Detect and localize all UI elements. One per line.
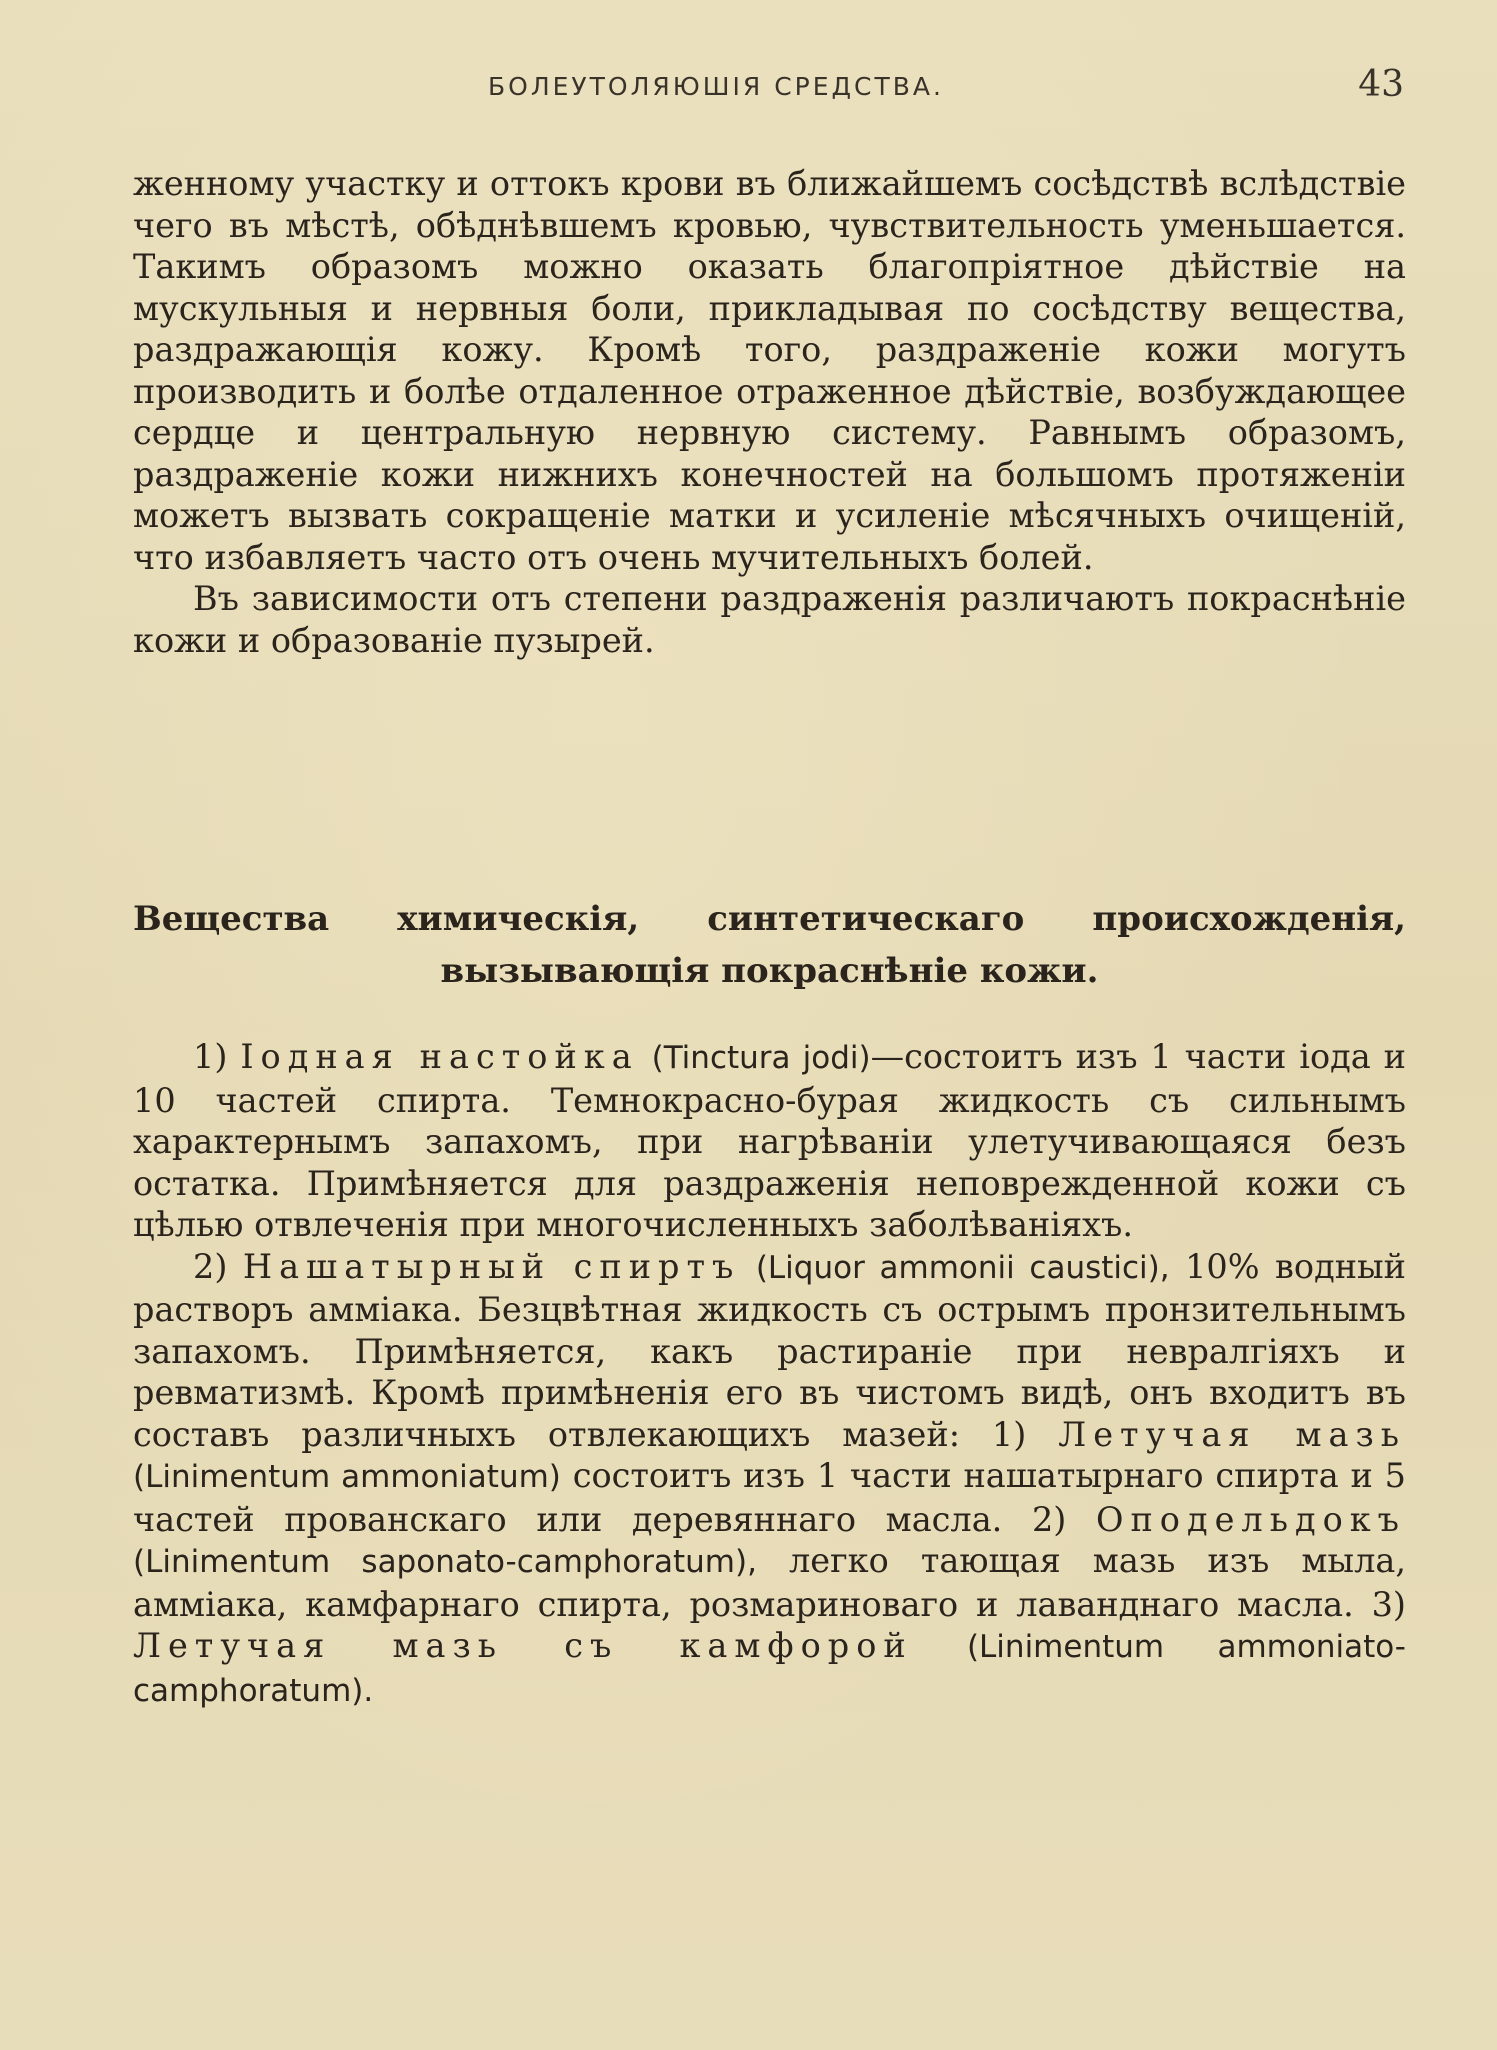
running-head [133, 62, 1406, 112]
item-number: 2) [193, 1246, 228, 1286]
item-number: 1) [193, 1037, 228, 1076]
subitem-latin-name: (Linimentum ammoniato-camphoratum). [133, 1629, 1406, 1709]
item-latin-name: (Liquor ammonii caustici), [755, 1249, 1170, 1286]
page-number: 43 [1358, 64, 1404, 105]
item-name: Нашатырный спиртъ [242, 1246, 741, 1286]
item-iodine-tincture [133, 1036, 1406, 1246]
subitem-name: Летучая мазь [1058, 1414, 1407, 1454]
subitem-latin-name: (Linimentum saponato-camphoratum), [133, 1544, 757, 1580]
item-description: 10% водный растворъ амміака. Безцвѣтная жидкость съ острымъ пронзительнымъ запахомъ. Примѣняется, какъ растираніе при невралгіяхъ и ревматизмѣ. Кромѣ примѣненія его въ чистомъ видѣ, онъ входитъ въ составъ различныхъ отвлекающихъ мазей: 1) [133, 1246, 1407, 1454]
paragraph-irritation-degrees: Въ зависимости отъ степени раздраженія различаютъ покраснѣніе кожи и образованіе пузырей. [133, 579, 1406, 660]
section-heading-line-2: вызывающія покраснѣніе кожи. [440, 951, 1099, 991]
intro-text [133, 163, 1406, 661]
item-ammonia-spirit [133, 1246, 1406, 1713]
section-heading-line-1: Вещества химическія, синтетическаго происхожденія, [133, 899, 1406, 939]
item-name: Iодная настойка [240, 1037, 639, 1076]
remedies-list [133, 1036, 1406, 1712]
subitem-description: состоитъ изъ 1 части нашатырнаго спирта и 5 частей прованскаго или деревяннаго масла. 2) [133, 1456, 1406, 1539]
subitem-name: Летучая мазь съ камфорой [133, 1626, 913, 1665]
section-heading [133, 893, 1406, 997]
item-latin-name: (Tinctura jodi) [651, 1040, 871, 1076]
subitem-latin-name: (Linimentum ammoniatum) [133, 1459, 561, 1495]
paragraph-continuation: женному участку и оттокъ крови въ ближайшемъ сосѣдствѣ вслѣдствіе чего въ мѣстѣ, обѣднѣвшемъ кровью, чувствительность уменьшается. Такимъ образомъ можно оказать благопріятное дѣйствіе на мускульныя и нервныя боли, прикладывая по сосѣдству вещества, раздражающія кожу. Кромѣ того, раздраженіе кожи могутъ производить и болѣе отдаленное отраженное дѣйствіе, возбуждающее сердце и центральную нервную систему. Равнымъ образомъ, раздраженіе кожи нижнихъ конечностей на большомъ протяженіи можетъ вызвать сокращеніе матки и усиленіе мѣсячныхъ очищеній, что избавляетъ часто отъ очень мучительныхъ болей. [133, 164, 1406, 577]
subitem-name: Оподельдокъ [1096, 1499, 1406, 1539]
item-description: —состоитъ изъ 1 части іода и 10 частей спирта. Темнокрасно-бурая жидкость съ сильнымъ характернымъ запахомъ, при нагрѣваніи улетучивающаяся безъ остатка. Примѣняется для раздраженія неповрежденной кожи съ цѣлью отвлеченія при многочисленныхъ заболѣваніяхъ. [133, 1037, 1407, 1244]
subitem-description: легко тающая мазь изъ мыла, амміака, камфарнаго спирта, розмариноваго и лаванднаго масла. 3) [133, 1541, 1406, 1624]
running-title: БОЛЕУТОЛЯЮШІЯ СРЕДСТВА. [488, 72, 944, 101]
